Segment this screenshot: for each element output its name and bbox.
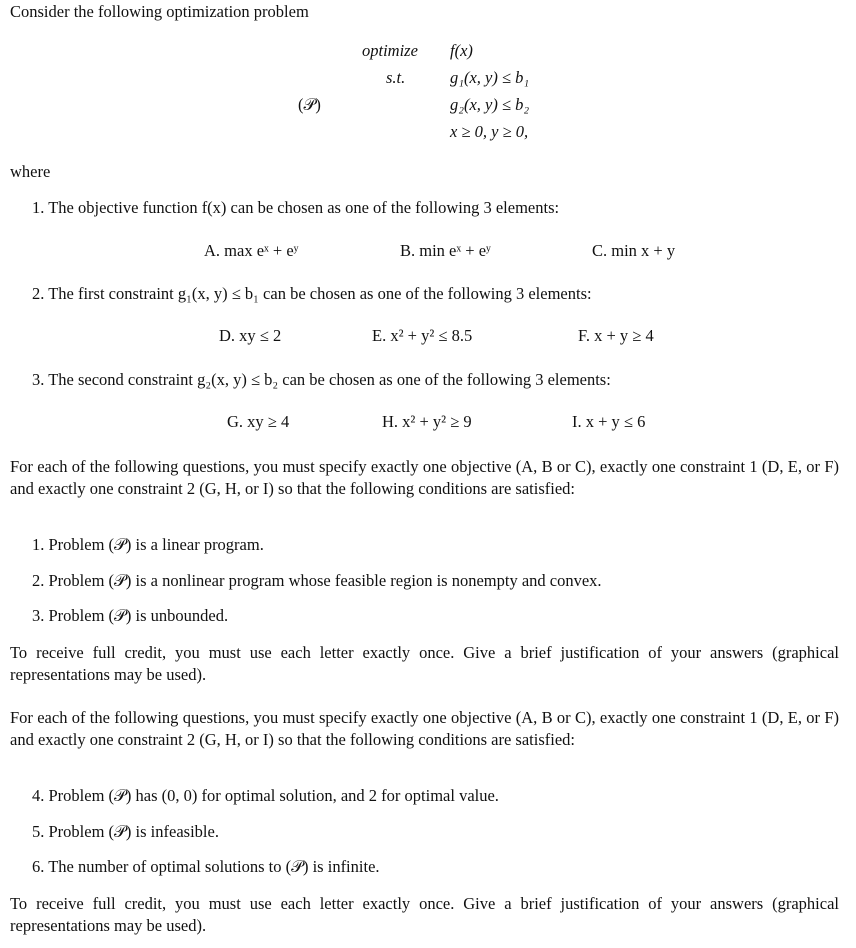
option-h: H. x² + y² ≥ 9 bbox=[382, 412, 472, 431]
list-item bbox=[32, 370, 611, 390]
credit-paragraph-2: To receive full credit, you must use each letter exactly once. Give a brief justification of your answers (graphical representations may be used). bbox=[10, 894, 839, 935]
optimize-keyword: optimize bbox=[362, 41, 418, 60]
list-text: The second constraint g₂(x, y) ≤ b₂ can be chosen as one of the following 3 elements: bbox=[48, 370, 611, 389]
st-keyword: s.t. bbox=[386, 68, 406, 87]
instruction-paragraph-1: For each of the following questions, you must specify exactly one objective (A, B or C), exactly one constraint 1 (D, E, or F) and exactly one constraint 2 (G, H, or I) so that the following conditions are satisfied: bbox=[10, 457, 839, 498]
option-g: G. xy ≥ 4 bbox=[227, 412, 290, 431]
intro-text: Consider the following optimization problem bbox=[10, 2, 309, 21]
list-text: The objective function f(x) can be chosen as one of the following 3 elements: bbox=[48, 198, 560, 217]
option-c: C. min x + y bbox=[592, 241, 676, 260]
question-2: 2. Problem (𝒫) is a nonlinear program whose feasible region is nonempty and convex. bbox=[32, 571, 602, 590]
problem-label: (𝒫) bbox=[298, 95, 321, 114]
question-5: 5. Problem (𝒫) is infeasible. bbox=[32, 822, 219, 841]
option-e: E. x² + y² ≤ 8.5 bbox=[372, 326, 473, 345]
instruction-paragraph-2: For each of the following questions, you must specify exactly one objective (A, B or C), exactly one constraint 1 (D, E, or F) and exactly one constraint 2 (G, H, or I) so that the following conditions are satisfied: bbox=[10, 708, 839, 749]
option-f: F. x + y ≥ 4 bbox=[578, 326, 654, 345]
objective-expr: f(x) bbox=[450, 41, 473, 60]
option-a: A. max eˣ + eʸ bbox=[204, 241, 299, 260]
list-item bbox=[32, 284, 592, 304]
question-3: 3. Problem (𝒫) is unbounded. bbox=[32, 606, 229, 625]
option-d: D. xy ≤ 2 bbox=[219, 326, 282, 345]
list-number: 2. bbox=[32, 284, 45, 303]
list-number: 1. bbox=[32, 198, 45, 217]
option-i: I. x + y ≤ 6 bbox=[572, 412, 646, 431]
credit-paragraph-1: To receive full credit, you must use each letter exactly once. Give a brief justification of your answers (graphical representations may be used). bbox=[10, 643, 839, 684]
list-text: The first constraint g₁(x, y) ≤ b₁ can be chosen as one of the following 3 elements: bbox=[48, 284, 592, 303]
list-item bbox=[32, 198, 559, 218]
question-6: 6. The number of optimal solutions to (𝒫) is infinite. bbox=[32, 857, 380, 876]
question-1: 1. Problem (𝒫) is a linear program. bbox=[32, 535, 264, 554]
constraint-g1: g₁(x, y) ≤ b₁ bbox=[450, 68, 530, 87]
where-text: where bbox=[10, 162, 51, 181]
constraint-g2: g₂(x, y) ≤ b₂ bbox=[450, 95, 530, 114]
question-4: 4. Problem (𝒫) has (0, 0) for optimal solution, and 2 for optimal value. bbox=[32, 786, 499, 805]
option-b: B. min eˣ + eʸ bbox=[400, 241, 491, 260]
constraint-nonneg: x ≥ 0, y ≥ 0, bbox=[450, 122, 529, 141]
list-number: 3. bbox=[32, 370, 45, 389]
